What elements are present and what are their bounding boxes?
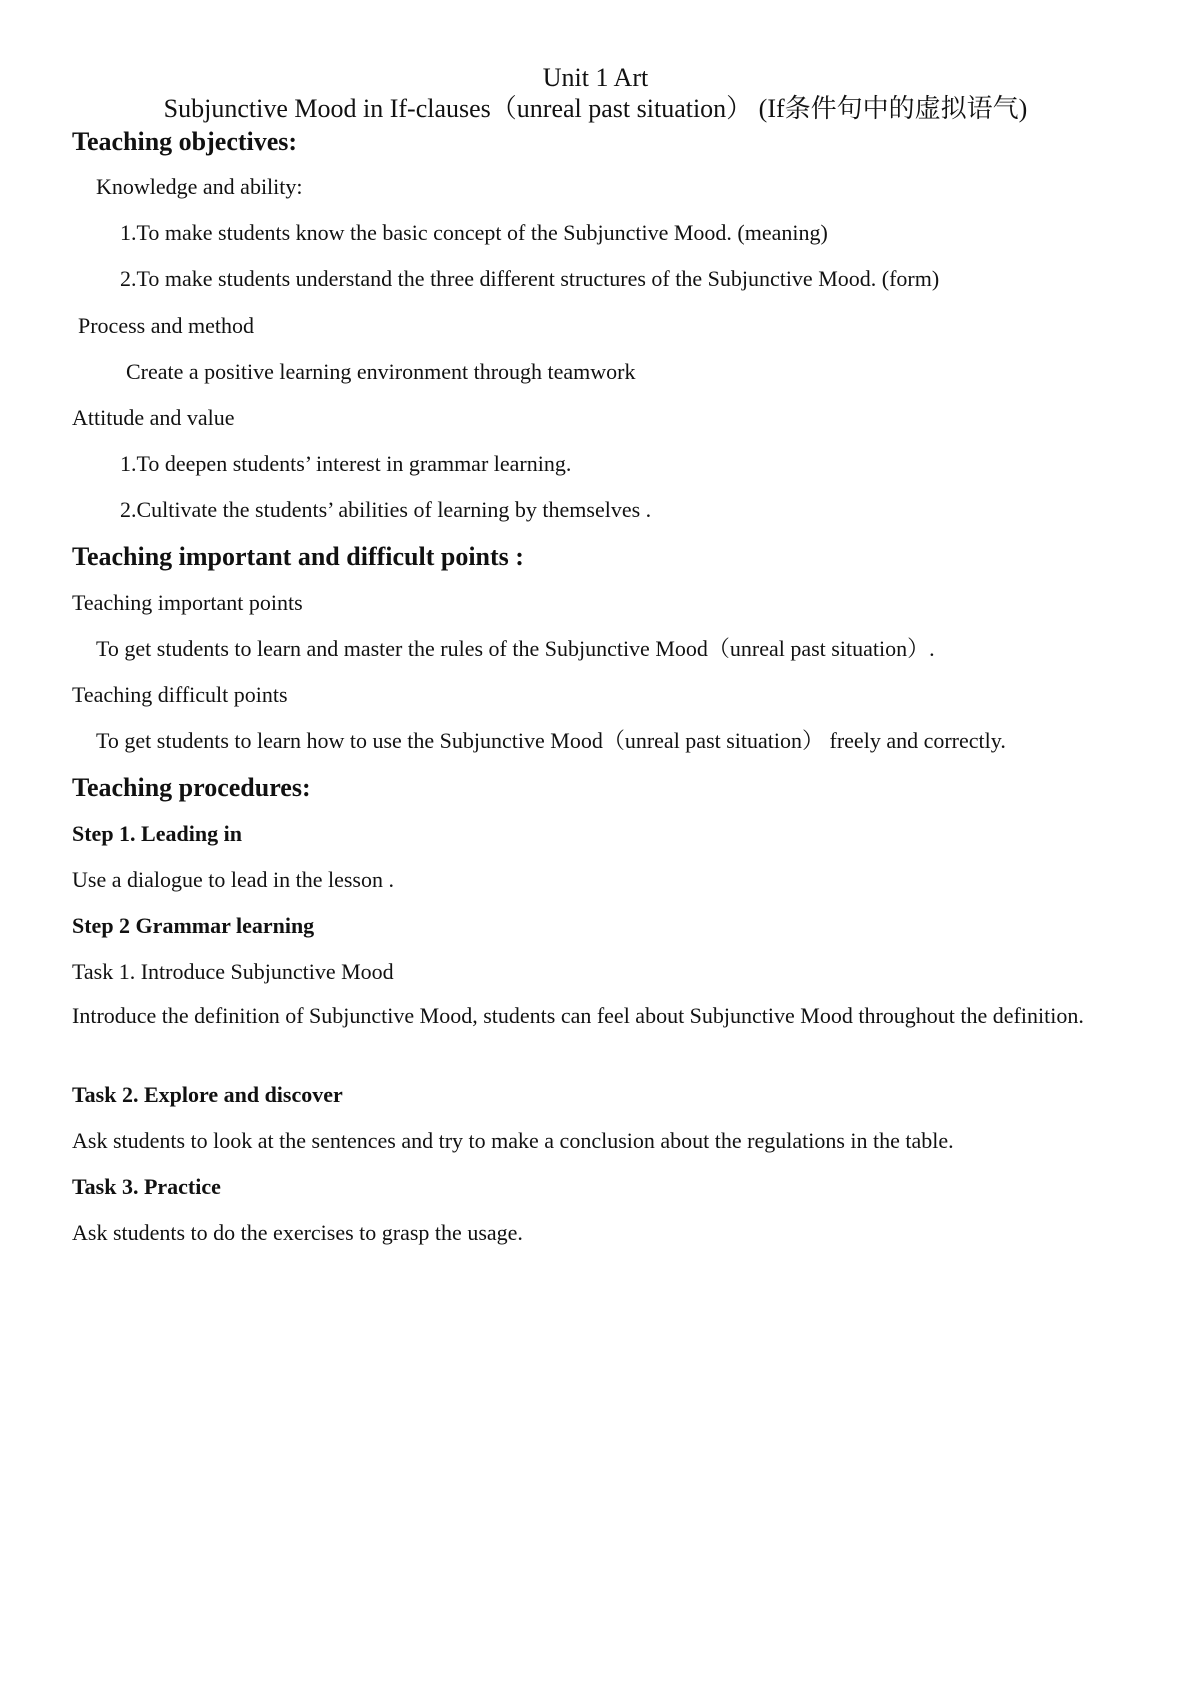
objectives-heading: Teaching objectives: <box>72 127 298 156</box>
attitude-item-2: 2.Cultivate the students’ abilities of learning by themselves . <box>120 497 652 522</box>
attitude-label: Attitude and value <box>72 405 235 430</box>
process-label: Process and method <box>78 313 254 338</box>
important-label: Teaching important points <box>72 590 303 615</box>
task1-text: Introduce the definition of Subjunctive Mood, students can feel about Subjunctive Mood throughout the definition. <box>72 1003 1084 1028</box>
knowledge-item-1: 1.To make students know the basic concept of the Subjunctive Mood. (meaning) <box>120 220 828 245</box>
process-item: Create a positive learning environment through teamwork <box>126 359 636 384</box>
difficult-text: To get students to learn how to use the Subjunctive Mood（unreal past situation） freely and correctly. <box>96 728 1006 753</box>
step1-text: Use a dialogue to lead in the lesson . <box>72 867 394 892</box>
attitude-item-1: 1.To deepen students’ interest in grammar learning. <box>120 451 572 476</box>
knowledge-label: Knowledge and ability: <box>96 174 303 199</box>
task3-text: Ask students to do the exercises to grasp the usage. <box>72 1220 523 1245</box>
task1-title: Task 1. Introduce Subjunctive Mood <box>72 959 394 984</box>
points-heading: Teaching important and difficult points : <box>72 542 524 571</box>
task2-title: Task 2. Explore and discover <box>72 1082 343 1107</box>
step1-title: Step 1. Leading in <box>72 821 242 846</box>
document-subtitle: Subjunctive Mood in If-clauses（unreal past situation） (If条件句中的虚拟语气) <box>163 94 1028 123</box>
task3-title: Task 3. Practice <box>72 1174 221 1199</box>
important-text: To get students to learn and master the rules of the Subjunctive Mood（unreal past situation）. <box>96 636 935 661</box>
difficult-label: Teaching difficult points <box>72 682 288 707</box>
procedures-heading: Teaching procedures: <box>72 773 311 802</box>
knowledge-item-2: 2.To make students understand the three different structures of the Subjunctive Mood. (form) <box>120 266 940 291</box>
document-title: Unit 1 Art <box>542 63 649 92</box>
step2-title: Step 2 Grammar learning <box>72 913 315 938</box>
task2-text: Ask students to look at the sentences and try to make a conclusion about the regulations in the table. <box>72 1128 954 1153</box>
